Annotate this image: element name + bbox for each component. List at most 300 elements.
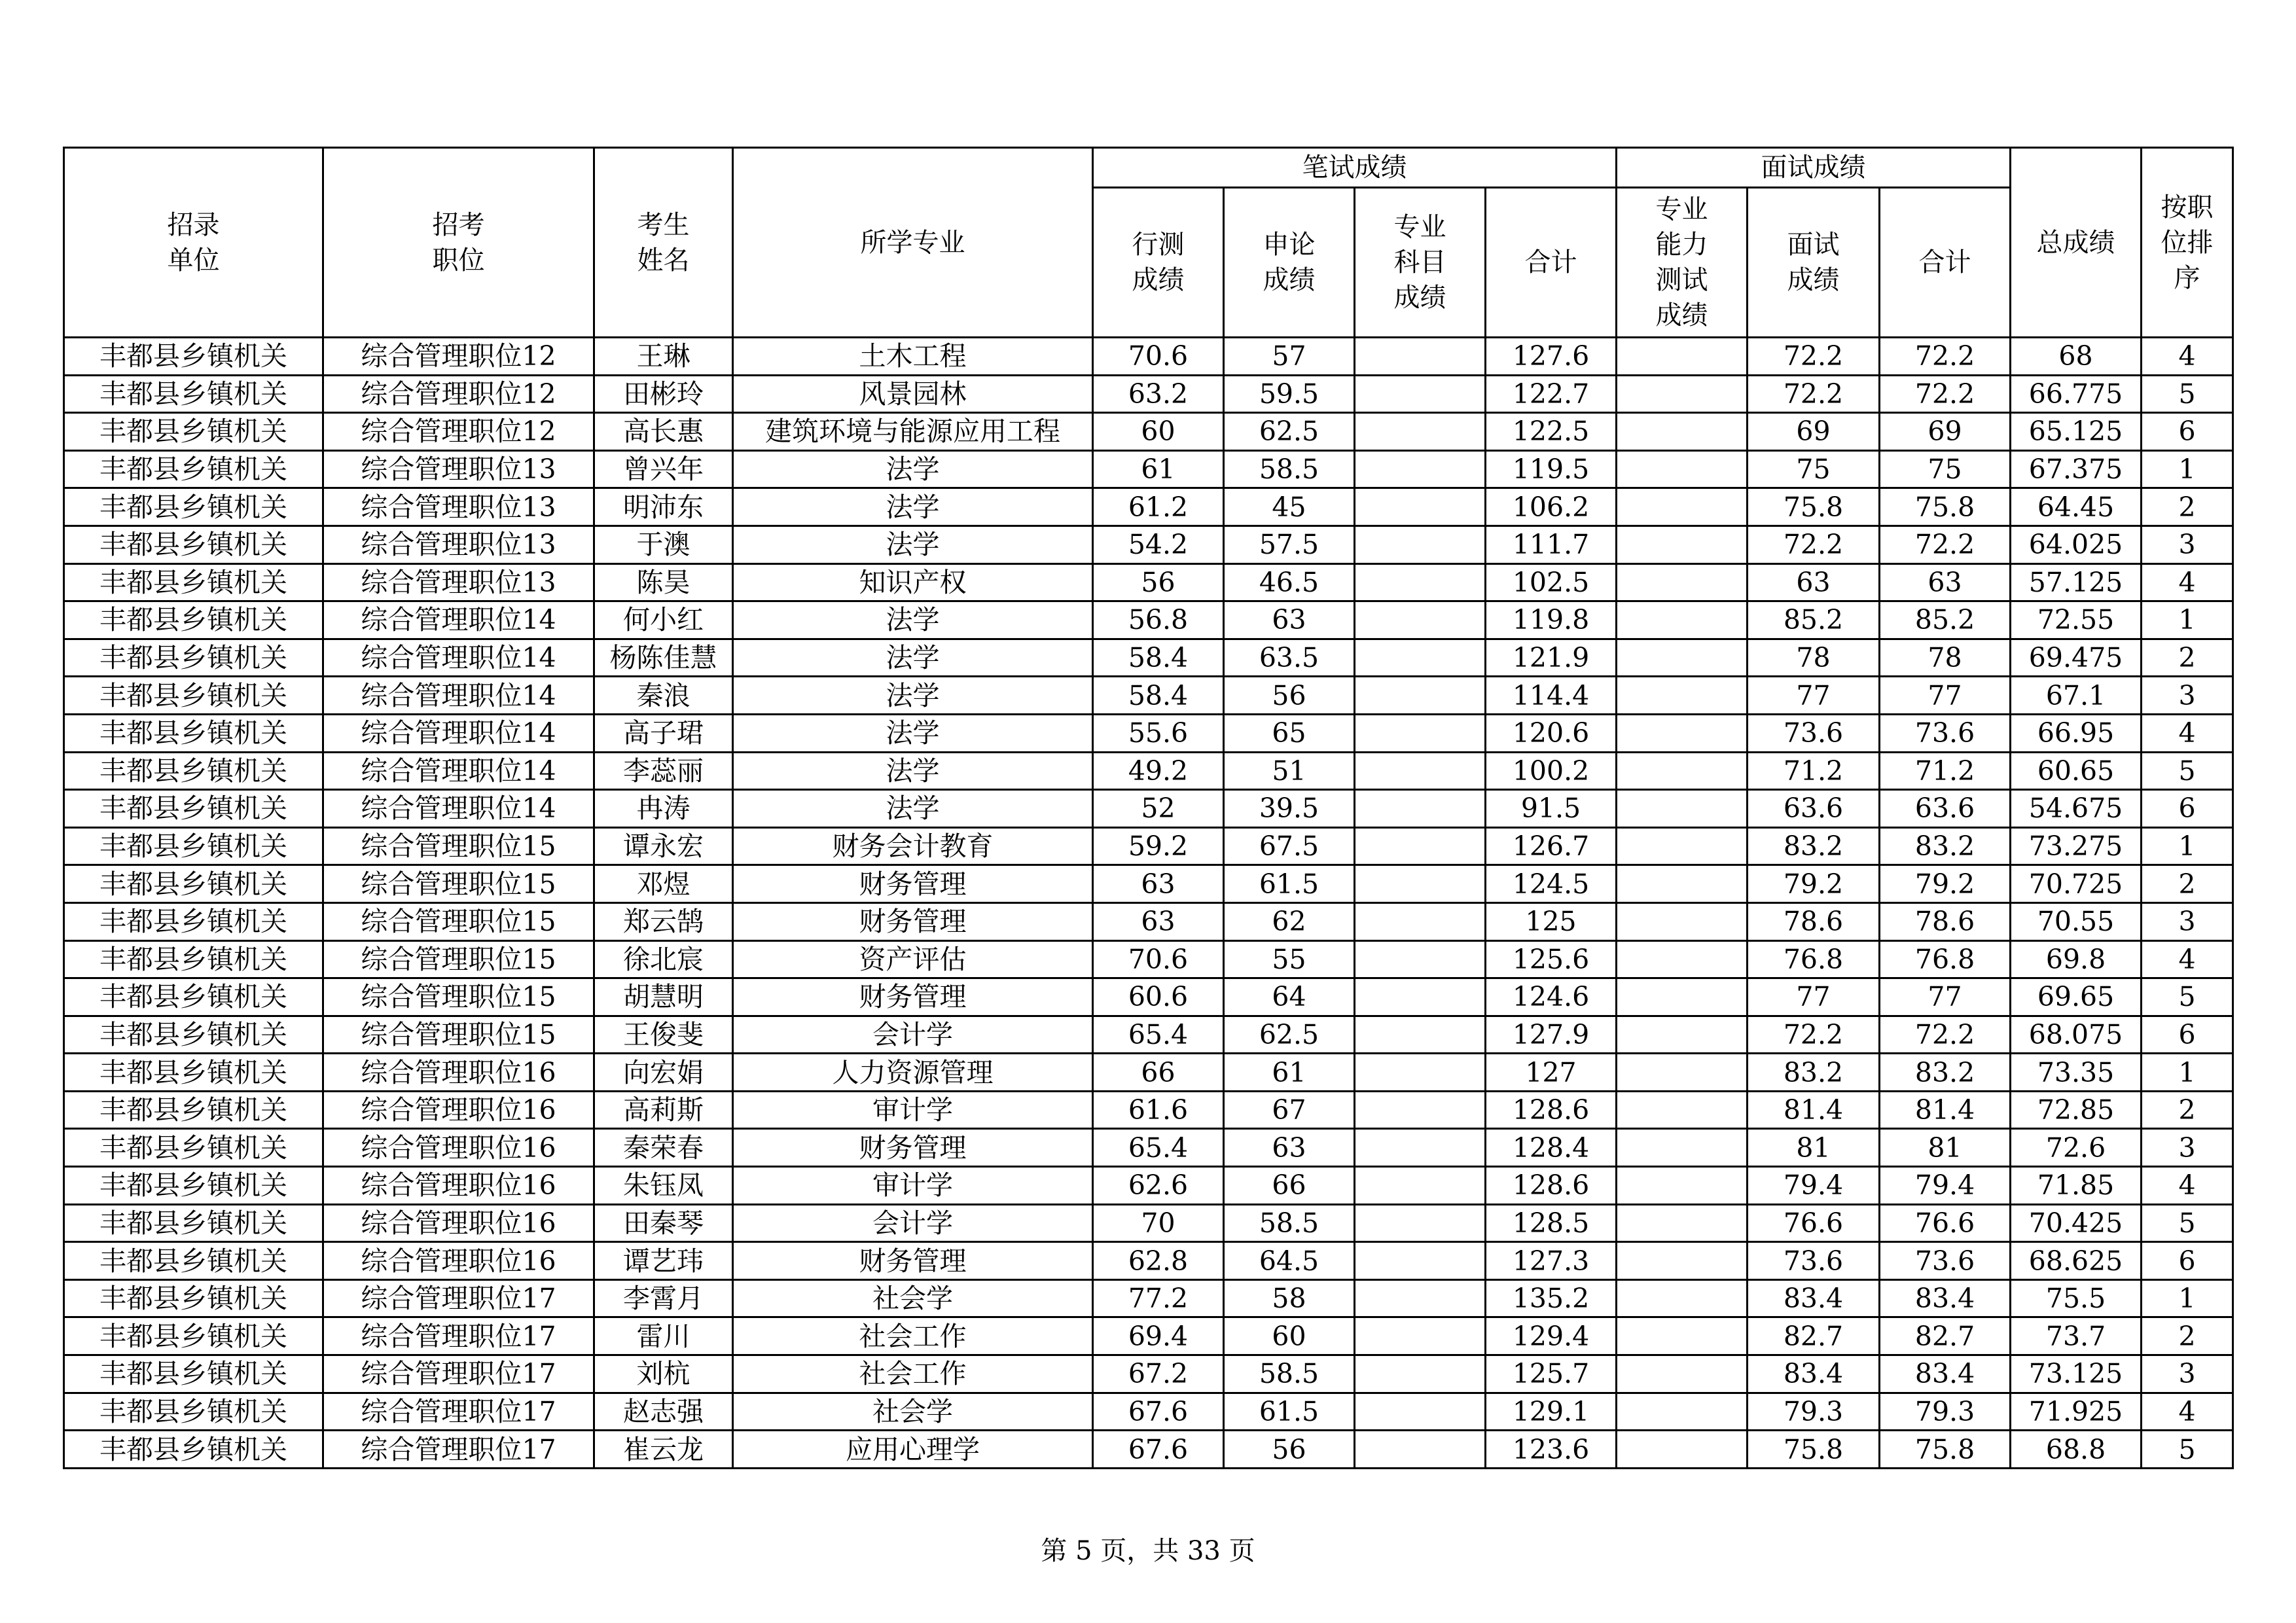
cell-xingce: 62.8 xyxy=(1093,1242,1224,1280)
cell-total-score: 73.125 xyxy=(2011,1355,2142,1393)
cell-zhuanye xyxy=(1355,1129,1486,1167)
cell-position: 综合管理职位14 xyxy=(323,677,594,715)
table-row xyxy=(64,639,2233,677)
cell-written-total: 127.9 xyxy=(1486,1016,1617,1054)
cell-zhuanye xyxy=(1355,450,1486,488)
cell-name: 胡慧明 xyxy=(594,978,733,1016)
cell-zhuanye xyxy=(1355,639,1486,677)
cell-interview-total: 83.2 xyxy=(1880,1054,2011,1092)
cell-xingce: 61.2 xyxy=(1093,488,1224,526)
cell-zhuanye xyxy=(1355,526,1486,563)
header-interview-group: 面试成绩 xyxy=(1617,148,2011,188)
cell-rank: 2 xyxy=(2142,639,2233,677)
cell-written-total: 128.6 xyxy=(1486,1167,1617,1205)
cell-major: 知识产权 xyxy=(733,563,1093,601)
cell-name: 田秦琴 xyxy=(594,1204,733,1242)
cell-position: 综合管理职位14 xyxy=(323,714,594,752)
cell-unit: 丰都县乡镇机关 xyxy=(64,1204,323,1242)
cell-interview-total: 78 xyxy=(1880,639,2011,677)
cell-zhuanye xyxy=(1355,1167,1486,1205)
cell-ability xyxy=(1617,827,1748,865)
cell-unit: 丰都县乡镇机关 xyxy=(64,865,323,903)
cell-unit: 丰都县乡镇机关 xyxy=(64,677,323,715)
cell-unit: 丰都县乡镇机关 xyxy=(64,940,323,978)
cell-interview: 76.8 xyxy=(1748,940,1880,978)
header-row-groups xyxy=(64,148,2233,188)
cell-zhuanye xyxy=(1355,1091,1486,1129)
cell-interview-total: 75.8 xyxy=(1880,488,2011,526)
cell-unit: 丰都县乡镇机关 xyxy=(64,827,323,865)
cell-major: 审计学 xyxy=(733,1167,1093,1205)
cell-shenlun: 63 xyxy=(1224,601,1355,639)
cell-interview: 73.6 xyxy=(1748,1242,1880,1280)
cell-major: 法学 xyxy=(733,639,1093,677)
cell-interview: 72.2 xyxy=(1748,1016,1880,1054)
cell-zhuanye xyxy=(1355,940,1486,978)
cell-name: 于澳 xyxy=(594,526,733,563)
cell-ability xyxy=(1617,1129,1748,1167)
cell-major: 土木工程 xyxy=(733,338,1093,376)
cell-major: 社会学 xyxy=(733,1393,1093,1431)
cell-interview: 79.3 xyxy=(1748,1393,1880,1431)
cell-major: 法学 xyxy=(733,526,1093,563)
cell-position: 综合管理职位14 xyxy=(323,601,594,639)
cell-zhuanye xyxy=(1355,790,1486,828)
cell-ability xyxy=(1617,1167,1748,1205)
cell-xingce: 70 xyxy=(1093,1204,1224,1242)
cell-total-score: 69.8 xyxy=(2011,940,2142,978)
cell-written-total: 119.8 xyxy=(1486,601,1617,639)
cell-name: 邓煜 xyxy=(594,865,733,903)
cell-ability xyxy=(1617,526,1748,563)
cell-rank: 3 xyxy=(2142,526,2233,563)
table-row xyxy=(64,413,2233,451)
cell-written-total: 120.6 xyxy=(1486,714,1617,752)
cell-total-score: 71.925 xyxy=(2011,1393,2142,1431)
cell-total-score: 67.375 xyxy=(2011,450,2142,488)
cell-interview-total: 79.3 xyxy=(1880,1393,2011,1431)
cell-interview: 83.4 xyxy=(1748,1279,1880,1317)
cell-interview: 75.8 xyxy=(1748,1431,1880,1469)
cell-total-score: 64.45 xyxy=(2011,488,2142,526)
cell-ability xyxy=(1617,1054,1748,1092)
cell-interview-total: 72.2 xyxy=(1880,375,2011,413)
cell-interview-total: 69 xyxy=(1880,413,2011,451)
cell-written-total: 135.2 xyxy=(1486,1279,1617,1317)
header-interview-total: 合计 xyxy=(1880,188,2011,338)
cell-unit: 丰都县乡镇机关 xyxy=(64,488,323,526)
cell-written-total: 111.7 xyxy=(1486,526,1617,563)
cell-interview: 71.2 xyxy=(1748,752,1880,790)
cell-ability xyxy=(1617,1431,1748,1469)
cell-total-score: 70.425 xyxy=(2011,1204,2142,1242)
cell-position: 综合管理职位17 xyxy=(323,1355,594,1393)
cell-interview: 78.6 xyxy=(1748,902,1880,940)
cell-total-score: 72.6 xyxy=(2011,1129,2142,1167)
cell-written-total: 128.6 xyxy=(1486,1091,1617,1129)
cell-written-total: 128.5 xyxy=(1486,1204,1617,1242)
table-row xyxy=(64,1242,2233,1280)
cell-rank: 6 xyxy=(2142,413,2233,451)
cell-major: 应用心理学 xyxy=(733,1431,1093,1469)
table-row xyxy=(64,563,2233,601)
table-row xyxy=(64,526,2233,563)
cell-written-total: 127.3 xyxy=(1486,1242,1617,1280)
cell-ability xyxy=(1617,1242,1748,1280)
cell-position: 综合管理职位13 xyxy=(323,450,594,488)
cell-shenlun: 66 xyxy=(1224,1167,1355,1205)
cell-interview-total: 72.2 xyxy=(1880,526,2011,563)
cell-written-total: 122.7 xyxy=(1486,375,1617,413)
cell-shenlun: 51 xyxy=(1224,752,1355,790)
cell-total-score: 72.55 xyxy=(2011,601,2142,639)
cell-name: 崔云龙 xyxy=(594,1431,733,1469)
cell-rank: 5 xyxy=(2142,375,2233,413)
table-row xyxy=(64,940,2233,978)
cell-interview: 81.4 xyxy=(1748,1091,1880,1129)
cell-major: 会计学 xyxy=(733,1016,1093,1054)
cell-shenlun: 58.5 xyxy=(1224,1204,1355,1242)
cell-xingce: 77.2 xyxy=(1093,1279,1224,1317)
table-row xyxy=(64,450,2233,488)
cell-shenlun: 63.5 xyxy=(1224,639,1355,677)
cell-position: 综合管理职位14 xyxy=(323,790,594,828)
cell-shenlun: 55 xyxy=(1224,940,1355,978)
table-row xyxy=(64,1204,2233,1242)
cell-shenlun: 62.5 xyxy=(1224,1016,1355,1054)
cell-xingce: 62.6 xyxy=(1093,1167,1224,1205)
cell-unit: 丰都县乡镇机关 xyxy=(64,1355,323,1393)
cell-ability xyxy=(1617,338,1748,376)
cell-unit: 丰都县乡镇机关 xyxy=(64,790,323,828)
cell-zhuanye xyxy=(1355,865,1486,903)
cell-ability xyxy=(1617,601,1748,639)
cell-interview: 63.6 xyxy=(1748,790,1880,828)
cell-interview: 69 xyxy=(1748,413,1880,451)
header-ability-test: 专业 能力 测试 成绩 xyxy=(1617,188,1748,338)
cell-written-total: 128.4 xyxy=(1486,1129,1617,1167)
cell-interview-total: 85.2 xyxy=(1880,601,2011,639)
table-row xyxy=(64,827,2233,865)
cell-major: 建筑环境与能源应用工程 xyxy=(733,413,1093,451)
cell-rank: 1 xyxy=(2142,1054,2233,1092)
cell-interview: 79.2 xyxy=(1748,865,1880,903)
header-xingce: 行测 成绩 xyxy=(1093,188,1224,338)
table-row xyxy=(64,1393,2233,1431)
cell-zhuanye xyxy=(1355,752,1486,790)
table-row xyxy=(64,1431,2233,1469)
cell-total-score: 71.85 xyxy=(2011,1167,2142,1205)
cell-major: 法学 xyxy=(733,714,1093,752)
cell-major: 法学 xyxy=(733,488,1093,526)
cell-shenlun: 65 xyxy=(1224,714,1355,752)
cell-zhuanye xyxy=(1355,902,1486,940)
cell-interview: 72.2 xyxy=(1748,526,1880,563)
cell-position: 综合管理职位17 xyxy=(323,1431,594,1469)
cell-zhuanye xyxy=(1355,1393,1486,1431)
cell-name: 李蕊丽 xyxy=(594,752,733,790)
cell-shenlun: 56 xyxy=(1224,677,1355,715)
cell-shenlun: 63 xyxy=(1224,1129,1355,1167)
cell-shenlun: 62.5 xyxy=(1224,413,1355,451)
cell-zhuanye xyxy=(1355,1279,1486,1317)
cell-position: 综合管理职位15 xyxy=(323,865,594,903)
table-row xyxy=(64,488,2233,526)
cell-interview-total: 63.6 xyxy=(1880,790,2011,828)
cell-xingce: 59.2 xyxy=(1093,827,1224,865)
cell-interview: 63 xyxy=(1748,563,1880,601)
table-row xyxy=(64,375,2233,413)
page-number: 第 5 页，共 33 页 xyxy=(1041,1536,1255,1566)
cell-shenlun: 64 xyxy=(1224,978,1355,1016)
cell-interview-total: 76.6 xyxy=(1880,1204,2011,1242)
cell-unit: 丰都县乡镇机关 xyxy=(64,1242,323,1280)
cell-xingce: 54.2 xyxy=(1093,526,1224,563)
cell-major: 法学 xyxy=(733,601,1093,639)
cell-ability xyxy=(1617,714,1748,752)
cell-position: 综合管理职位16 xyxy=(323,1167,594,1205)
cell-interview: 72.2 xyxy=(1748,375,1880,413)
cell-rank: 3 xyxy=(2142,677,2233,715)
cell-major: 财务管理 xyxy=(733,865,1093,903)
table-row xyxy=(64,338,2233,376)
cell-xingce: 58.4 xyxy=(1093,639,1224,677)
cell-interview-total: 83.4 xyxy=(1880,1279,2011,1317)
table-row xyxy=(64,1091,2233,1129)
cell-xingce: 67.6 xyxy=(1093,1431,1224,1469)
cell-rank: 2 xyxy=(2142,1317,2233,1355)
cell-position: 综合管理职位17 xyxy=(323,1279,594,1317)
cell-name: 何小红 xyxy=(594,601,733,639)
cell-position: 综合管理职位15 xyxy=(323,978,594,1016)
cell-name: 高长惠 xyxy=(594,413,733,451)
cell-unit: 丰都县乡镇机关 xyxy=(64,526,323,563)
cell-shenlun: 58 xyxy=(1224,1279,1355,1317)
cell-position: 综合管理职位13 xyxy=(323,488,594,526)
cell-shenlun: 58.5 xyxy=(1224,450,1355,488)
cell-total-score: 54.675 xyxy=(2011,790,2142,828)
cell-ability xyxy=(1617,790,1748,828)
cell-interview: 83.2 xyxy=(1748,1054,1880,1092)
cell-written-total: 125 xyxy=(1486,902,1617,940)
cell-ability xyxy=(1617,1355,1748,1393)
cell-ability xyxy=(1617,450,1748,488)
cell-written-total: 125.7 xyxy=(1486,1355,1617,1393)
cell-major: 风景园林 xyxy=(733,375,1093,413)
cell-total-score: 73.275 xyxy=(2011,827,2142,865)
cell-position: 综合管理职位16 xyxy=(323,1242,594,1280)
cell-zhuanye xyxy=(1355,601,1486,639)
cell-shenlun: 61.5 xyxy=(1224,865,1355,903)
cell-major: 财务管理 xyxy=(733,1129,1093,1167)
cell-written-total: 127 xyxy=(1486,1054,1617,1092)
cell-rank: 1 xyxy=(2142,601,2233,639)
cell-position: 综合管理职位15 xyxy=(323,827,594,865)
cell-total-score: 73.7 xyxy=(2011,1317,2142,1355)
cell-written-total: 122.5 xyxy=(1486,413,1617,451)
cell-xingce: 60 xyxy=(1093,413,1224,451)
cell-unit: 丰都县乡镇机关 xyxy=(64,1054,323,1092)
cell-xingce: 63 xyxy=(1093,902,1224,940)
cell-zhuanye xyxy=(1355,1431,1486,1469)
cell-rank: 4 xyxy=(2142,1393,2233,1431)
cell-name: 杨陈佳慧 xyxy=(594,639,733,677)
cell-zhuanye xyxy=(1355,1054,1486,1092)
cell-interview-total: 78.6 xyxy=(1880,902,2011,940)
cell-shenlun: 60 xyxy=(1224,1317,1355,1355)
cell-name: 刘杭 xyxy=(594,1355,733,1393)
cell-written-total: 106.2 xyxy=(1486,488,1617,526)
cell-xingce: 58.4 xyxy=(1093,677,1224,715)
cell-interview-total: 71.2 xyxy=(1880,752,2011,790)
cell-major: 社会工作 xyxy=(733,1317,1093,1355)
cell-unit: 丰都县乡镇机关 xyxy=(64,1167,323,1205)
cell-shenlun: 58.5 xyxy=(1224,1355,1355,1393)
cell-xingce: 66 xyxy=(1093,1054,1224,1092)
cell-major: 人力资源管理 xyxy=(733,1054,1093,1092)
cell-ability xyxy=(1617,978,1748,1016)
cell-interview-total: 73.6 xyxy=(1880,714,2011,752)
cell-unit: 丰都县乡镇机关 xyxy=(64,752,323,790)
cell-major: 财务管理 xyxy=(733,978,1093,1016)
cell-zhuanye xyxy=(1355,1317,1486,1355)
cell-interview-total: 79.2 xyxy=(1880,865,2011,903)
cell-major: 社会工作 xyxy=(733,1355,1093,1393)
cell-position: 综合管理职位13 xyxy=(323,526,594,563)
cell-rank: 6 xyxy=(2142,1242,2233,1280)
cell-rank: 5 xyxy=(2142,752,2233,790)
cell-shenlun: 57 xyxy=(1224,338,1355,376)
cell-interview-total: 77 xyxy=(1880,677,2011,715)
cell-ability xyxy=(1617,1317,1748,1355)
cell-name: 郑云鹄 xyxy=(594,902,733,940)
table-row xyxy=(64,601,2233,639)
cell-rank: 4 xyxy=(2142,714,2233,752)
cell-total-score: 73.35 xyxy=(2011,1054,2142,1092)
cell-interview: 77 xyxy=(1748,978,1880,1016)
header-rank: 按职 位排 序 xyxy=(2142,148,2233,338)
cell-ability xyxy=(1617,752,1748,790)
cell-zhuanye xyxy=(1355,338,1486,376)
header-total-score: 总成绩 xyxy=(2011,148,2142,338)
cell-rank: 3 xyxy=(2142,1355,2233,1393)
cell-ability xyxy=(1617,488,1748,526)
cell-zhuanye xyxy=(1355,375,1486,413)
cell-total-score: 66.95 xyxy=(2011,714,2142,752)
cell-shenlun: 39.5 xyxy=(1224,790,1355,828)
table-row xyxy=(64,714,2233,752)
cell-total-score: 70.55 xyxy=(2011,902,2142,940)
cell-unit: 丰都县乡镇机关 xyxy=(64,1317,323,1355)
cell-written-total: 129.4 xyxy=(1486,1317,1617,1355)
table-row xyxy=(64,902,2233,940)
cell-zhuanye xyxy=(1355,1016,1486,1054)
cell-written-total: 102.5 xyxy=(1486,563,1617,601)
cell-total-score: 68.8 xyxy=(2011,1431,2142,1469)
cell-written-total: 124.5 xyxy=(1486,865,1617,903)
cell-xingce: 60.6 xyxy=(1093,978,1224,1016)
cell-rank: 4 xyxy=(2142,338,2233,376)
cell-interview-total: 83.4 xyxy=(1880,1355,2011,1393)
cell-rank: 5 xyxy=(2142,978,2233,1016)
table-row xyxy=(64,790,2233,828)
cell-unit: 丰都县乡镇机关 xyxy=(64,563,323,601)
table-row xyxy=(64,865,2233,903)
cell-name: 谭永宏 xyxy=(594,827,733,865)
cell-major: 审计学 xyxy=(733,1091,1093,1129)
cell-xingce: 55.6 xyxy=(1093,714,1224,752)
cell-total-score: 68.625 xyxy=(2011,1242,2142,1280)
cell-written-total: 127.6 xyxy=(1486,338,1617,376)
cell-zhuanye xyxy=(1355,488,1486,526)
cell-shenlun: 56 xyxy=(1224,1431,1355,1469)
cell-xingce: 49.2 xyxy=(1093,752,1224,790)
cell-interview: 78 xyxy=(1748,639,1880,677)
cell-name: 高子珺 xyxy=(594,714,733,752)
table-body xyxy=(64,338,2233,1469)
cell-shenlun: 57.5 xyxy=(1224,526,1355,563)
cell-ability xyxy=(1617,1204,1748,1242)
cell-name: 王俊斐 xyxy=(594,1016,733,1054)
cell-unit: 丰都县乡镇机关 xyxy=(64,1091,323,1129)
cell-ability xyxy=(1617,940,1748,978)
table-row xyxy=(64,752,2233,790)
cell-xingce: 61 xyxy=(1093,450,1224,488)
cell-interview: 79.4 xyxy=(1748,1167,1880,1205)
cell-unit: 丰都县乡镇机关 xyxy=(64,978,323,1016)
cell-interview-total: 75 xyxy=(1880,450,2011,488)
cell-total-score: 72.85 xyxy=(2011,1091,2142,1129)
cell-shenlun: 64.5 xyxy=(1224,1242,1355,1280)
cell-unit: 丰都县乡镇机关 xyxy=(64,413,323,451)
table-row xyxy=(64,1054,2233,1092)
cell-shenlun: 62 xyxy=(1224,902,1355,940)
cell-interview: 76.6 xyxy=(1748,1204,1880,1242)
cell-ability xyxy=(1617,1091,1748,1129)
cell-position: 综合管理职位12 xyxy=(323,413,594,451)
cell-interview-total: 77 xyxy=(1880,978,2011,1016)
cell-written-total: 121.9 xyxy=(1486,639,1617,677)
cell-ability xyxy=(1617,902,1748,940)
cell-name: 向宏娟 xyxy=(594,1054,733,1092)
cell-unit: 丰都县乡镇机关 xyxy=(64,1431,323,1469)
cell-position: 综合管理职位15 xyxy=(323,940,594,978)
cell-position: 综合管理职位15 xyxy=(323,902,594,940)
cell-interview: 73.6 xyxy=(1748,714,1880,752)
cell-ability xyxy=(1617,1393,1748,1431)
cell-zhuanye xyxy=(1355,413,1486,451)
cell-interview: 72.2 xyxy=(1748,338,1880,376)
table-row xyxy=(64,1317,2233,1355)
cell-rank: 1 xyxy=(2142,1279,2233,1317)
cell-unit: 丰都县乡镇机关 xyxy=(64,1129,323,1167)
cell-interview: 77 xyxy=(1748,677,1880,715)
cell-xingce: 63 xyxy=(1093,865,1224,903)
cell-written-total: 119.5 xyxy=(1486,450,1617,488)
cell-position: 综合管理职位17 xyxy=(323,1393,594,1431)
cell-xingce: 67.2 xyxy=(1093,1355,1224,1393)
cell-interview: 82.7 xyxy=(1748,1317,1880,1355)
header-interview-score: 面试 成绩 xyxy=(1748,188,1880,338)
cell-unit: 丰都县乡镇机关 xyxy=(64,714,323,752)
cell-name: 李霄月 xyxy=(594,1279,733,1317)
cell-total-score: 67.1 xyxy=(2011,677,2142,715)
cell-unit: 丰都县乡镇机关 xyxy=(64,639,323,677)
table-row xyxy=(64,1129,2233,1167)
cell-written-total: 124.6 xyxy=(1486,978,1617,1016)
cell-unit: 丰都县乡镇机关 xyxy=(64,450,323,488)
cell-total-score: 60.65 xyxy=(2011,752,2142,790)
